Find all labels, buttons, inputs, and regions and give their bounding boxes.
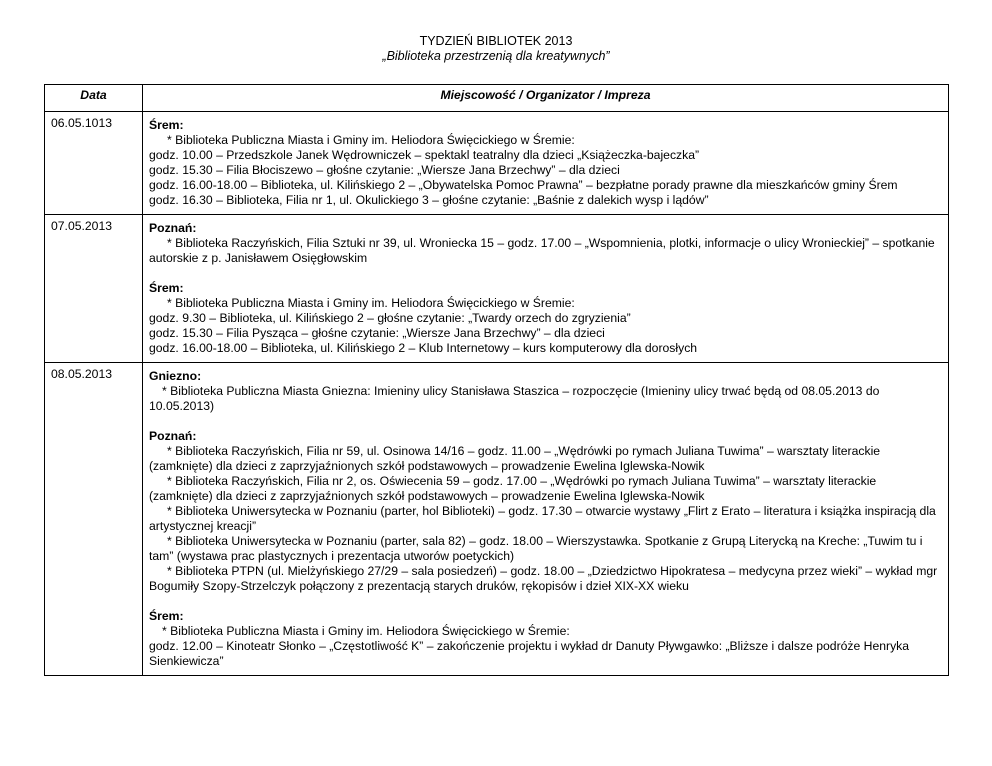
document-title: TYDZIEŃ BIBLIOTEK 2013	[419, 34, 573, 48]
event-line: godz. 16.30 – Biblioteka, Filia nr 1, ul. Okulickiego 3 – głośne czytanie: „Baśnie z dalekich wysp i lądów”	[149, 193, 709, 207]
event-line: godz. 10.00 – Przedszkole Janek Wędrowniczek – spektakl teatralny dla dzieci „Książeczka-bajeczka”	[149, 148, 700, 162]
event-line: godz. 16.00-18.00 – Biblioteka, ul. Kilińskiego 2 – Klub Internetowy – kurs komputerowy dla dorosłych	[149, 341, 698, 355]
location-heading: Śrem:	[149, 281, 184, 295]
organizer-entry: * Biblioteka Publiczna Miasta i Gminy im. Heliodora Święcickiego w Śremie:	[167, 133, 575, 147]
schedule-table	[44, 84, 949, 676]
location-block	[149, 281, 943, 356]
document-subtitle: „Biblioteka przestrzenią dla kreatywnych”	[382, 49, 610, 63]
column-header-content: Miejscowość / Organizator / Impreza	[143, 85, 949, 112]
organizer-entry: * Biblioteka Uniwersytecka w Poznaniu (parter, sala 82) – godz. 18.00 – Wierszystawka. Spotkanie z Grupą Literycką na Kreche: „Tuwim tu i tam” (wystawa prac plastycznych i prezentacja utworów poetyckich)	[149, 534, 923, 563]
document-header	[0, 34, 992, 64]
organizer-entry: * Biblioteka Publiczna Miasta i Gminy im. Heliodora Święcickiego w Śremie:	[167, 296, 575, 310]
event-line: godz. 15.30 – Filia Błociszewo – głośne czytanie: „Wiersze Jana Brzechwy” – dla dzieci	[149, 163, 620, 177]
location-block	[149, 369, 943, 414]
location-heading: Poznań:	[149, 221, 197, 235]
event-line: godz. 12.00 – Kinoteatr Słonko – „Częstotliwość K” – zakończenie projektu i wykład dr Danuty Pływgawko: „Bliższe i dalsze podróże Henryka Sienkiewicza”	[149, 639, 910, 668]
organizer-entry: * Biblioteka Raczyńskich, Filia nr 59, ul. Osinowa 14/16 – godz. 11.00 – „Wędrówki po rymach Juliana Tuwima” – warsztaty literackie (zamknięte) dla dzieci z zaprzyjaźnionych szkół podstawowych – prowadzenie Ewelina Iglewska-Nowik	[149, 444, 881, 473]
table-row	[45, 215, 949, 363]
location-block	[149, 118, 943, 208]
location-heading: Poznań:	[149, 429, 197, 443]
organizer-entry: * Biblioteka Raczyńskich, Filia Sztuki nr 39, ul. Wroniecka 15 – godz. 17.00 – „Wspomnienia, plotki, informacje o ulicy Wronieckiej” – spotkanie autorskie z p. Janisławem Osięgłowskim	[149, 236, 935, 265]
event-line: godz. 16.00-18.00 – Biblioteka, ul. Kilińskiego 2 – „Obywatelska Pomoc Prawna” – bezpłatne porady prawne dla mieszkańców gminy Śrem	[149, 178, 898, 192]
event-cell	[143, 363, 949, 676]
event-line: godz. 15.30 – Filia Pysząca – głośne czytanie: „Wiersze Jana Brzechwy” – dla dzieci	[149, 326, 605, 340]
table-header-row	[45, 85, 949, 112]
date-cell: 06.05.1013	[45, 112, 143, 215]
event-line: godz. 9.30 – Biblioteka, ul. Kilińskiego 2 – głośne czytanie: „Twardy orzech do zgryzienia”	[149, 311, 631, 325]
date-cell: 07.05.2013	[45, 215, 143, 363]
event-cell	[143, 112, 949, 215]
event-cell	[143, 215, 949, 363]
date-cell: 08.05.2013	[45, 363, 143, 676]
location-block	[149, 609, 943, 669]
organizer-entry: * Biblioteka Publiczna Miasta i Gminy im. Heliodora Święcickiego w Śremie:	[162, 624, 570, 638]
table-row	[45, 363, 949, 676]
table-row	[45, 112, 949, 215]
location-heading: Gniezno:	[149, 369, 202, 383]
column-header-date: Data	[45, 85, 143, 112]
location-block	[149, 429, 943, 594]
schedule-body	[45, 112, 949, 676]
location-heading: Śrem:	[149, 118, 184, 132]
location-block	[149, 221, 943, 266]
organizer-entry: * Biblioteka Publiczna Miasta Gniezna: Imieniny ulicy Stanisława Staszica – rozpoczęcie (Imieniny ulicy trwać będą od 08.05.2013 do 10.05.2013)	[149, 384, 880, 413]
location-heading: Śrem:	[149, 609, 184, 623]
organizer-entry: * Biblioteka Uniwersytecka w Poznaniu (parter, hol Biblioteki) – godz. 17.30 – otwarcie wystawy „Flirt z Erato – literatura i książka inspiracją dla artystycznej kreacji”	[149, 504, 936, 533]
organizer-entry: * Biblioteka Raczyńskich, Filia nr 2, os. Oświecenia 59 – godz. 17.00 – „Wędrówki po rymach Juliana Tuwima” – warsztaty literackie (zamknięte) dla dzieci z zaprzyjaźnionych szkół podstawowych – prowadzenie Ewelina Iglewska-Nowik	[149, 474, 877, 503]
organizer-entry: * Biblioteka PTPN (ul. Mielżyńskiego 27/29 – sala posiedzeń) – godz. 18.00 – „Dziedzictwo Hipokratesa – medycyna przez wieki” – wykład mgr Bogumiły Szopy-Strzelczyk połączony z prezentacją starych druków, rękopisów i dzieł XIX-XX wieku	[149, 564, 938, 593]
